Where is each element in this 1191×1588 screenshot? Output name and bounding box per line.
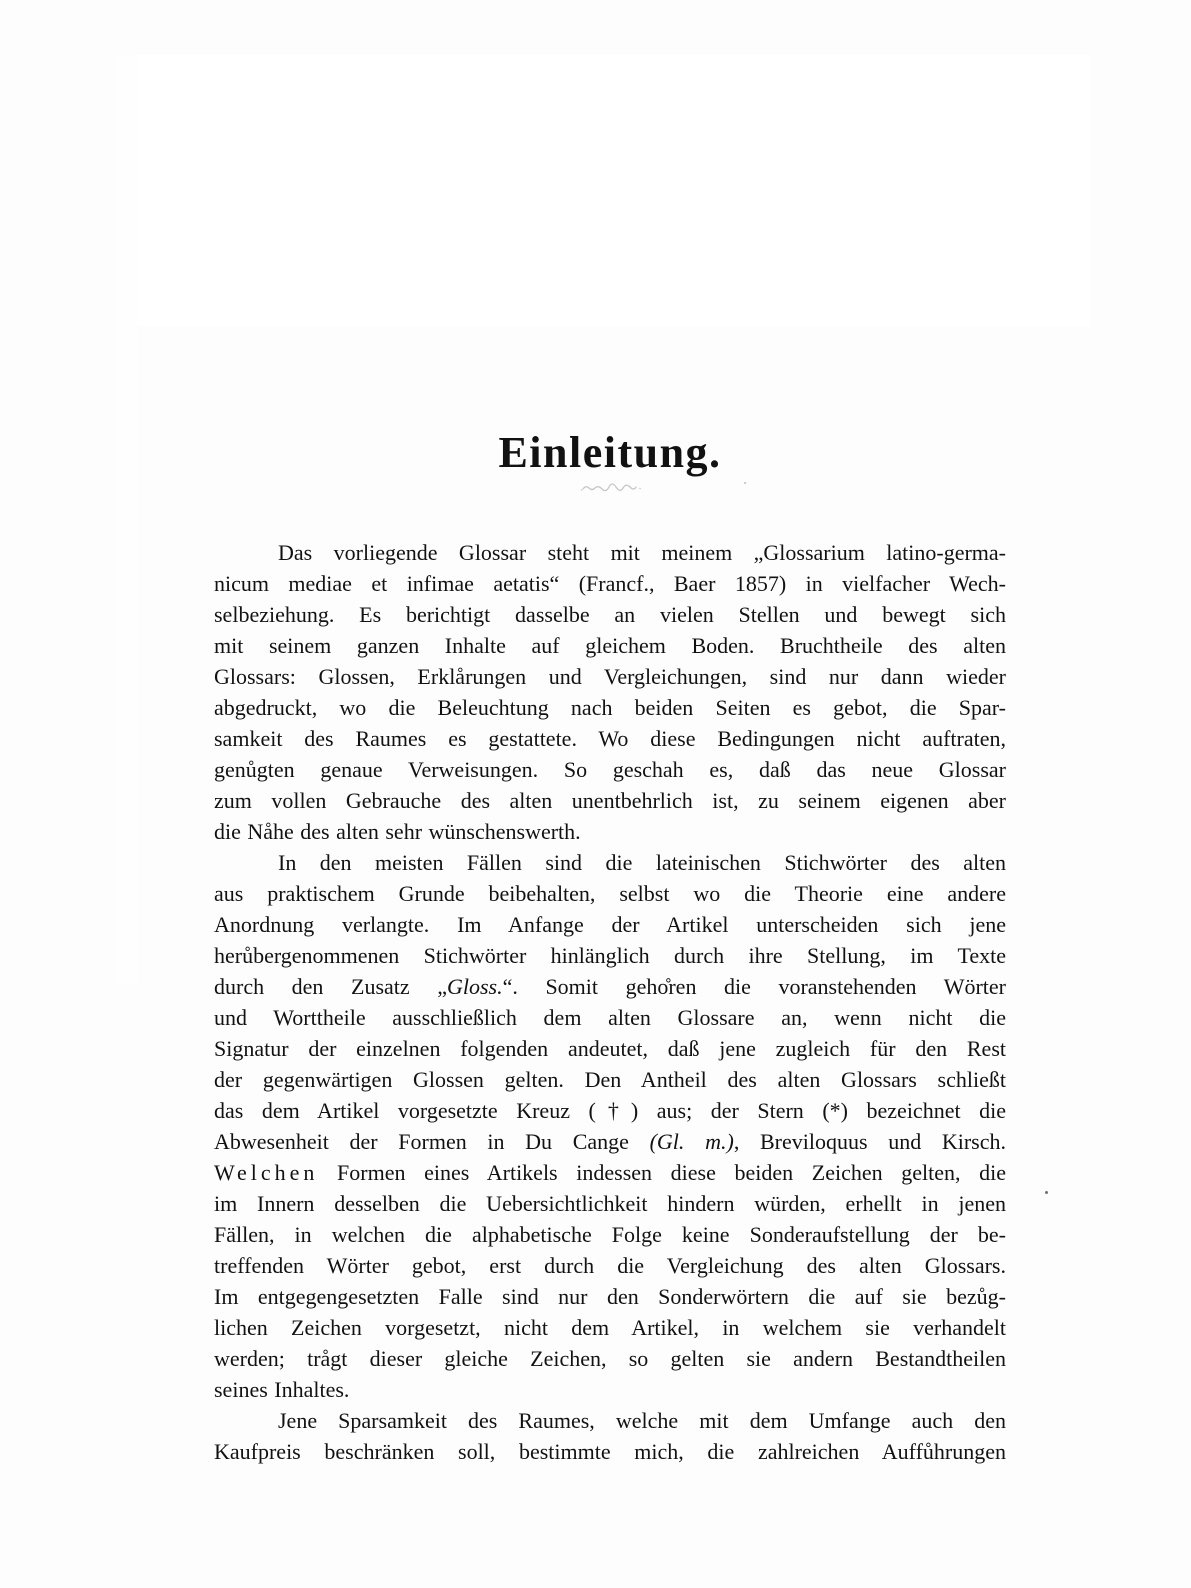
scan-artifact-strip	[116, 55, 138, 985]
text-line: mit seinem ganzen Inhalte auf gleichem Boden. Bruchtheile des alten	[214, 633, 1006, 658]
text-line: Im entgegengesetzten Falle sind nur den Sonderwörtern die auf sie bezůg-	[214, 1284, 1006, 1309]
text-line: treffenden Wörter gebot, erst durch die Vergleichung des alten Glossars.	[214, 1253, 1006, 1278]
letterspaced-text: Welchen	[214, 1160, 319, 1185]
text-line: Fällen, in welchen die alphabetische Folge keine Sonderaufstellung der be-	[214, 1222, 1006, 1247]
text-line: herůbergenommenen Stichwörter hinlänglich durch ihre Stellung, im Texte	[214, 943, 1006, 968]
text-line: Jene Sparsamkeit des Raumes, welche mit dem Umfange auch den	[278, 1408, 1006, 1433]
text-line: der gegenwärtigen Glossen gelten. Den Antheil des alten Glossars schließt	[214, 1067, 1006, 1092]
text-line: und Worttheile ausschließlich dem alten Glossare an, wenn nicht die	[214, 1005, 1006, 1030]
text-line: abgedruckt, wo die Beleuchtung nach beiden Seiten es gebot, die Spar-	[214, 695, 1006, 720]
text-line: Kaufpreis beschränken soll, bestimmte mich, die zahlreichen Auffůhrungen	[214, 1439, 1006, 1464]
text-line: im Innern desselben die Uebersichtlichkeit hindern würden, erhellt in jenen	[214, 1191, 1006, 1216]
text-line: zum vollen Gebrauche des alten unentbehrlich ist, zu seinem eigenen aber	[214, 788, 1006, 813]
body-text	[214, 537, 1006, 1467]
text-line: Das vorliegende Glossar steht mit meinem „Glossarium latino-germa-	[278, 540, 1006, 565]
text-line: genůgten genaue Verweisungen. So geschah es, daß das neue Glossar	[214, 757, 1006, 782]
text-line: nicum mediae et infimae aetatis“ (Francf., Baer 1857) in vielfacher Wech-	[214, 571, 1006, 596]
text-line: Abwesenheit der Formen in Du Cange (Gl. m.), Breviloquus und Kirsch.	[214, 1129, 1007, 1154]
italic-text: (Gl. m.)	[649, 1129, 734, 1154]
text-line: werden; trågt dieser gleiche Zeichen, so gelten sie andern Bestandtheilen	[214, 1346, 1006, 1371]
italic-text: Gloss.	[446, 974, 503, 999]
text-line: Glossars: Glossen, Erklårungen und Vergleichungen, sind nur dann wieder	[214, 664, 1006, 689]
page-title: Einleitung.	[498, 428, 722, 478]
text-line: die Nåhe des alten sehr wünschenswerth.	[214, 819, 581, 844]
squiggle-divider-ornament	[580, 480, 650, 494]
text-line: lichen Zeichen vorgesetzt, nicht dem Artikel, in welchem sie verhandelt	[214, 1315, 1006, 1340]
text-line: Anordnung verlangte. Im Anfange der Artikel unterscheiden sich jene	[214, 912, 1006, 937]
text-line: Welchen Formen eines Artikels indessen diese beiden Zeichen gelten, die	[214, 1160, 1006, 1185]
text-line: seines Inhaltes.	[214, 1377, 350, 1402]
text-line: samkeit des Raumes es gestattete. Wo diese Bedingungen nicht auftraten,	[214, 726, 1006, 751]
text-line: aus praktischem Grunde beibehalten, selbst wo die Theorie eine andere	[214, 881, 1006, 906]
scan-speck	[1045, 1191, 1048, 1194]
scan-speck	[744, 482, 746, 484]
text-line: In den meisten Fällen sind die lateinischen Stichwörter des alten	[278, 850, 1006, 875]
text-line: Signatur der einzelnen folgenden andeutet, daß jene zugleich für den Rest	[214, 1036, 1006, 1061]
text-line: durch den Zusatz „Gloss.“. Somit geho̊ren die voranstehenden Wörter	[214, 974, 1006, 999]
scan-artifact-patch	[116, 55, 1091, 327]
text-line: selbeziehung. Es berichtigt dasselbe an vielen Stellen und bewegt sich	[214, 602, 1006, 627]
text-line: das dem Artikel vorgesetzte Kreuz (†) aus; der Stern (*) bezeichnet die	[214, 1098, 1006, 1123]
